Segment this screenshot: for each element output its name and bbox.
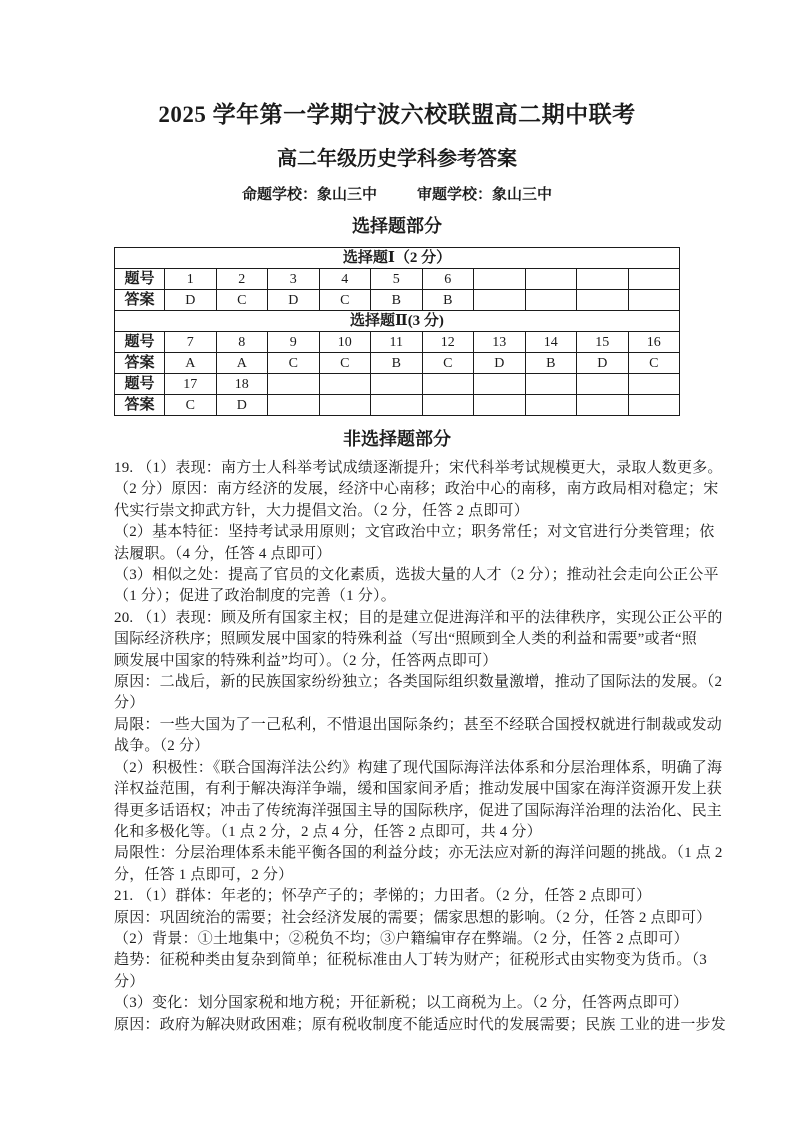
table-row xyxy=(115,353,680,374)
question-number-cell xyxy=(525,269,577,290)
answer-cell: C xyxy=(216,290,268,311)
answer-cell: C xyxy=(319,353,371,374)
question-number-cell: 2 xyxy=(216,269,268,290)
answer-text xyxy=(114,458,726,1036)
question-number-cell xyxy=(525,374,577,395)
question-number-cell: 18 xyxy=(216,374,268,395)
question-number-cell xyxy=(474,269,526,290)
answer-line: 分，任答 1 点即可，2 分） xyxy=(114,866,294,883)
table-row xyxy=(115,395,680,416)
answer-cell xyxy=(422,395,474,416)
question-number-cell xyxy=(628,374,680,395)
answer-line: 局限：一些大国为了一己私利，不惜退出国际条约；甚至不经联合国授权就进行制裁或发动 xyxy=(114,716,723,733)
answer-line: 19. （1）表现：南方士人科举考试成绩逐渐提升；宋代科举考试规模更大，录取人数更多。 xyxy=(114,460,723,476)
school-line xyxy=(114,185,680,205)
answer-cell xyxy=(474,290,526,311)
row-label-cell: 题号 xyxy=(115,374,165,395)
answer-cell xyxy=(525,395,577,416)
answer-cell: C xyxy=(422,353,474,374)
answer-line: 原因：巩固统治的需要；社会经济发展的需要；儒家思想的影响。（2 分，任答 2 点即可） xyxy=(114,909,712,926)
answer-line: 分） xyxy=(114,973,145,990)
answer-cell: A xyxy=(165,353,217,374)
table-row xyxy=(115,269,680,290)
answer-cell: C xyxy=(268,353,320,374)
reviewer-school-label: 审题学校：象山三中 xyxy=(417,187,553,203)
row-label-cell: 答案 xyxy=(115,290,165,311)
answer-line: 国际经济秩序；照顾发展中国家的特殊利益（写出“照顾到全人类的利益和需要”或者“照 xyxy=(114,631,697,648)
answer-cell: A xyxy=(216,353,268,374)
answer-line: （3）变化：划分国家税和地方税；开征新税；以工商税为上。（2 分，任答两点即可） xyxy=(114,995,689,1012)
question-number-cell xyxy=(422,374,474,395)
question-number-cell: 1 xyxy=(165,269,217,290)
answer-cell xyxy=(268,395,320,416)
table-row xyxy=(115,332,680,353)
answer-cell: C xyxy=(319,290,371,311)
question-number-cell: 9 xyxy=(268,332,320,353)
answer-line: 代实行崇文抑武方针，大力提倡文治。（2 分，任答 2 点即可） xyxy=(114,502,529,519)
question-number-cell xyxy=(319,374,371,395)
answer-cell xyxy=(577,290,629,311)
answer-line: 趋势：征税种类由复杂到简单；征税标准由人丁转为财产；征税形式由实物变为货币。（3 xyxy=(114,952,708,969)
answer-cell: B xyxy=(371,290,423,311)
answer-line: 20. （1）表现：顾及所有国家主权；目的是建立促进海洋和平的法律秩序，实现公正公平的 xyxy=(114,609,723,626)
question-number-cell xyxy=(628,269,680,290)
answer-table xyxy=(114,247,680,416)
answer-line: （2 分）原因：南方经济的发展，经济中心南移；政治中心的南移，南方政局相对稳定；宋 xyxy=(114,481,719,498)
question-number-cell xyxy=(474,374,526,395)
table-row xyxy=(115,290,680,311)
question-number-cell: 11 xyxy=(371,332,423,353)
answer-line: （2）背景：①土地集中；②税负不均；③户籍编审存在弊端。（2 分，任答 2 点即可） xyxy=(114,930,689,947)
answer-line: 法履职。（4 分，任答 4 点即可） xyxy=(114,545,332,562)
question-number-cell: 6 xyxy=(422,269,474,290)
answer-line: （2）积极性：《联合国海洋法公约》构建了现代国际海洋法体系和分层治理体系，明确了海 xyxy=(114,759,723,776)
question-number-cell: 10 xyxy=(319,332,371,353)
question-number-cell: 15 xyxy=(577,332,629,353)
question-number-cell: 13 xyxy=(474,332,526,353)
answer-cell xyxy=(577,395,629,416)
row-label-cell: 题号 xyxy=(115,332,165,353)
answer-cell: D xyxy=(268,290,320,311)
answer-line: 分） xyxy=(114,695,145,712)
question-number-cell xyxy=(577,374,629,395)
table-row xyxy=(115,311,680,332)
answer-cell: C xyxy=(165,395,217,416)
answer-cell xyxy=(525,290,577,311)
page-subtitle: 高二年级历史学科参考答案 xyxy=(277,148,517,170)
table-row xyxy=(115,248,680,269)
section-title-non-choice: 非选择题部分 xyxy=(343,429,451,449)
answer-cell xyxy=(628,290,680,311)
answer-line: 原因：政府为解决财政困难；原有税收制度不能适应时代的发展需要；民族 工业的进一步发 xyxy=(114,1016,726,1033)
answer-line: 局限性：分层治理体系未能平衡各国的利益分歧；亦无法应对新的海洋问题的挑战。（1 点 2 xyxy=(114,845,723,862)
answer-cell xyxy=(319,395,371,416)
answer-cell: B xyxy=(371,353,423,374)
question-number-cell xyxy=(371,374,423,395)
answer-line: 化和多极化等。（1 点 2 分，2 点 4 分，任答 2 点即可，共 4 分） xyxy=(114,823,542,840)
proposer-school-label: 命题学校：象山三中 xyxy=(241,187,377,203)
answer-line: 战争。（2 分） xyxy=(114,738,210,755)
table-row xyxy=(115,374,680,395)
answer-cell: D xyxy=(216,395,268,416)
question-number-cell: 12 xyxy=(422,332,474,353)
answer-line: （1 分）；促进了政治制度的完善（1 分）。 xyxy=(114,588,396,605)
question-number-cell xyxy=(268,374,320,395)
answer-line: 得更多话语权；冲击了传统海洋强国主导的国际秩序，促进了国际海洋治理的法治化、民主 xyxy=(114,802,723,819)
answer-cell: B xyxy=(525,353,577,374)
question-number-cell: 17 xyxy=(165,374,217,395)
answer-cell: B xyxy=(422,290,474,311)
answer-cell: D xyxy=(474,353,526,374)
answer-line: （2）基本特征：坚持考试录用原则；文官政治中立；职务常任；对文官进行分类管理；依 xyxy=(114,524,715,541)
question-number-cell xyxy=(577,269,629,290)
question-number-cell: 5 xyxy=(371,269,423,290)
row-label-cell: 答案 xyxy=(115,395,165,416)
answer-line: （3）相似之处：提高了官员的文化素质，选拔大量的人才（2 分）；推动社会走向公正公平 xyxy=(114,567,719,584)
section-title-choice: 选择题部分 xyxy=(352,216,442,236)
answer-cell xyxy=(371,395,423,416)
answer-cell: C xyxy=(628,353,680,374)
answer-cell: D xyxy=(577,353,629,374)
table-group-header: 选择题Ⅱ(3 分) xyxy=(115,311,680,332)
answer-line: 洋权益范围，有利于解决海洋争端，缓和国家间矛盾；推动发展中国家在海洋资源开发上获 xyxy=(114,781,723,798)
question-number-cell: 4 xyxy=(319,269,371,290)
question-number-cell: 7 xyxy=(165,332,217,353)
answer-table-body xyxy=(115,248,680,416)
question-number-cell: 16 xyxy=(628,332,680,353)
answer-cell xyxy=(474,395,526,416)
answer-cell: D xyxy=(165,290,217,311)
answer-line: 21. （1）群体：年老的；怀孕产子的；孝悌的；力田者。（2 分，任答 2 点即可） xyxy=(114,888,652,905)
answer-cell xyxy=(628,395,680,416)
row-label-cell: 答案 xyxy=(115,353,165,374)
question-number-cell: 8 xyxy=(216,332,268,353)
page-title: 2025 学年第一学期宁波六校联盟高二期中联考 xyxy=(158,102,636,127)
table-group-header: 选择题Ⅰ（2 分） xyxy=(115,248,680,269)
answer-line: 顾发展中国家的特殊利益”均可）。（2 分，任答两点即可） xyxy=(114,652,498,669)
answer-line: 原因：二战后，新的民族国家纷纷独立；各类国际组织数量激增，推动了国际法的发展。（2 xyxy=(114,674,723,691)
question-number-cell: 3 xyxy=(268,269,320,290)
question-number-cell: 14 xyxy=(525,332,577,353)
row-label-cell: 题号 xyxy=(115,269,165,290)
